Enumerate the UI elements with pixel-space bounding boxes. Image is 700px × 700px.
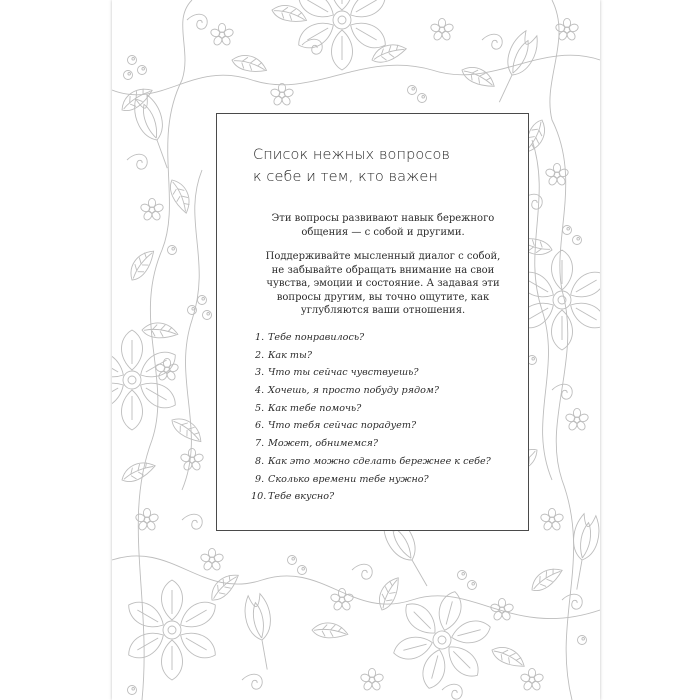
question-text: Сколько времени тебе нужно? bbox=[268, 473, 429, 485]
question-number: 4. bbox=[255, 385, 265, 397]
question-item bbox=[255, 474, 515, 492]
advice-line: вопросы другим, вы точно ощутите, как bbox=[276, 291, 490, 303]
question-number: 6. bbox=[255, 420, 265, 432]
question-text: Хочешь, я просто побуду рядом? bbox=[268, 385, 439, 397]
card-title-line: к себе и тем, кто важен bbox=[253, 169, 439, 185]
question-item bbox=[255, 403, 515, 421]
question-number: 3. bbox=[255, 367, 265, 379]
question-text: Может, обнимемся? bbox=[268, 438, 378, 450]
advice-line: углубляются ваши отношения. bbox=[300, 305, 466, 316]
question-text: Что тебя сейчас порадует? bbox=[268, 420, 417, 432]
question-item bbox=[255, 420, 515, 438]
questions-list bbox=[251, 332, 515, 509]
question-text: Тебе понравилось? bbox=[268, 332, 365, 343]
questions-card bbox=[216, 113, 529, 531]
question-item bbox=[255, 350, 515, 368]
question-text: Что ты сейчас чувствуешь? bbox=[268, 367, 419, 379]
book-page bbox=[112, 0, 600, 700]
intro-paragraph bbox=[253, 212, 513, 239]
question-number: 2. bbox=[255, 349, 265, 361]
intro-line: Эти вопросы развивают навык бережного bbox=[271, 213, 495, 224]
question-number: 7. bbox=[255, 438, 265, 450]
question-item bbox=[255, 385, 515, 403]
advice-paragraph bbox=[253, 250, 513, 318]
question-item bbox=[255, 332, 515, 350]
question-number: 1. bbox=[255, 332, 265, 343]
question-item bbox=[255, 438, 515, 456]
question-number: 10. bbox=[251, 491, 267, 503]
card-title-line: Список нежных вопросов bbox=[253, 147, 451, 163]
question-number: 8. bbox=[255, 455, 265, 467]
question-text: Тебе вкусно? bbox=[268, 491, 335, 503]
advice-line: Поддерживайте мысленный диалог с собой, bbox=[265, 251, 501, 262]
question-item bbox=[255, 367, 515, 385]
card-title bbox=[253, 144, 503, 188]
question-text: Как это можно сделать бережнее к себе? bbox=[268, 455, 491, 467]
question-number: 9. bbox=[255, 473, 265, 485]
question-item bbox=[251, 491, 515, 509]
question-text: Как тебе помочь? bbox=[268, 402, 362, 414]
intro-line: общения — с собой и другими. bbox=[301, 226, 465, 238]
advice-line: чувства, эмоции и состояние. А задавая эти bbox=[266, 278, 500, 289]
advice-line: не забывайте обращать внимание на свои bbox=[271, 264, 495, 276]
question-text: Как ты? bbox=[268, 349, 312, 361]
question-number: 5. bbox=[255, 402, 265, 414]
question-item bbox=[255, 456, 515, 474]
